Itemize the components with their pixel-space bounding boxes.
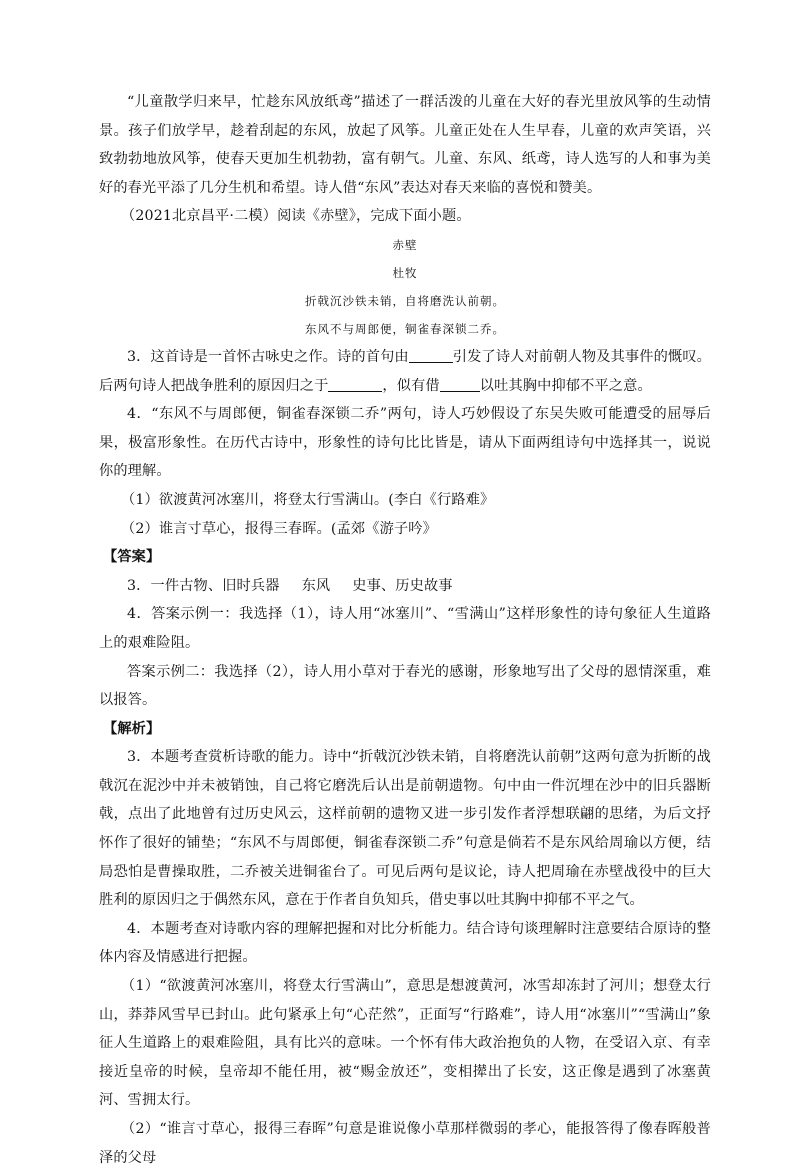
- analysis-4-item-1: （1）“欲渡黄河冰塞川，将登太行雪满山”，意思是想渡黄河，冰雪却冻封了河川；想登太行山，莽莽风雪早已封山。此句紧承上句“心茫然”，正面写“行路难”，诗人用“冰塞川”“雪满山”象征人生道路上的艰难险阻，具有比兴的意味。一个怀有伟大政治抱负的人物，在受诏入京、有幸接近皇帝的时候，皇帝却不能任用，被“赐金放还”，变相撵出了长安，这正像是遇到了冰塞黄河、雪拥太行。: [99, 978, 711, 1109]
- poem-title: 赤壁: [392, 237, 418, 252]
- answer-3-item-2: 东风: [301, 577, 331, 594]
- source-line: （2021北京昌平·二模）阅读《赤壁》，完成下面小题。: [121, 208, 471, 225]
- question-4-option-2: （2）谁言寸草心，报得三春晖。(孟郊《游子吟》: [121, 520, 437, 537]
- question-3-part-2: 引发了诗人对前朝人物及其事件的慨叹。后两句诗人把战争胜利的原因归之于: [99, 348, 711, 394]
- poem-author: 杜牧: [392, 265, 418, 280]
- document-body: [99, 88, 711, 1172]
- poem-block: [99, 231, 711, 343]
- intro-paragraph: “儿童散学归来早，忙趁东风放纸鸢”描述了一群活泼的儿童在大好的春光里放风筝的生动情景。孩子们放学早，趁着刮起的东风，放起了风筝。儿童正处在人生早春，儿童的欢声笑语，兴致勃勃地放风筝，使春天更加生机勃勃，富有朝气。儿童、东风、纸鸢，诗人选写的人和事为美好的春光平添了几分生机和希望。诗人借“东风”表达对春天来临的喜悦和赞美。: [99, 94, 711, 196]
- answer-4-example-2: 答案示例二：我选择（2），诗人用小草对于春光的感谢，形象地写出了父母的恩情深重，难以报答。: [99, 663, 711, 709]
- question-3-part-1: 3．这首诗是一首怀古咏史之作。诗的首句由: [127, 348, 409, 365]
- answer-heading: 【答案】: [103, 549, 161, 566]
- answer-blank-2: [328, 377, 382, 392]
- question-3-part-4: 以吐其胸中抑郁不平之意。: [479, 377, 652, 394]
- answer-3-item-1: 3．一件古物、旧时兵器: [127, 577, 280, 594]
- poem-line-2: 东风不与周郎便，铜雀春深锁二乔。: [305, 321, 505, 336]
- question-3-part-3: ，似有借: [382, 377, 440, 394]
- question-4-option-1: （1）欲渡黄河冰塞川，将登太行雪满山。(李白《行路难》: [121, 491, 495, 508]
- answer-blank-3: [440, 377, 480, 392]
- question-4: 4．“东风不与周郎便，铜雀春深锁二乔”两句，诗人巧妙假设了东吴失败可能遭受的屈辱后果，极富形象性。在历代古诗中，形象性的诗句比比皆是，请从下面两组诗句中选择其一，说说你的理解。: [99, 406, 711, 480]
- question-3: [99, 343, 711, 400]
- answer-blank-1: [409, 348, 453, 363]
- poem-line-1: 折戟沉沙铁未销，自将磨洗认前朝。: [305, 293, 505, 308]
- answer-3-item-3: 史事、历史故事: [352, 577, 453, 594]
- analysis-3: 3．本题考查赏析诗歌的能力。诗中“折戟沉沙铁未销，自将磨洗认前朝”这两句意为折断的战戟沉在泥沙中并未被销蚀，自己将它磨洗后认出是前朝遗物。句中由一件沉埋在沙中的旧兵器断戟，点出了此地曾有过历史风云，这样前朝的遗物又进一步引发作者浮想联翩的思绪，为后文抒怀作了很好的铺垫；“东风不与周郎便，铜雀春深锁二乔”句意是倘若不是东风给周瑜以方便，结局恐怕是曹操取胜，二乔被关进铜雀台了。可见后两句是议论，诗人把周瑜在赤壁战役中的巨大胜利的原因归之于偶然东风，意在于作者自负知兵，借史事以吐其胸中抑郁不平之气。: [99, 749, 711, 909]
- answer-4-example-1: 4．答案示例一：我选择（1），诗人用“冰塞川”、“雪满山”这样形象性的诗句象征人生道路上的艰难险阻。: [99, 606, 711, 651]
- answer-3: [99, 572, 711, 601]
- analysis-heading: 【解析】: [103, 720, 161, 737]
- analysis-4-item-2: （2）“谁言寸草心，报得三春晖”句意是谁说像小草那样微弱的孝心，能报答得了像春晖般普泽的父母: [99, 1121, 711, 1166]
- analysis-4: 4．本题考查对诗歌内容的理解把握和对比分析能力。结合诗句谈理解时注意要结合原诗的整体内容及情感进行把握。: [99, 920, 711, 966]
